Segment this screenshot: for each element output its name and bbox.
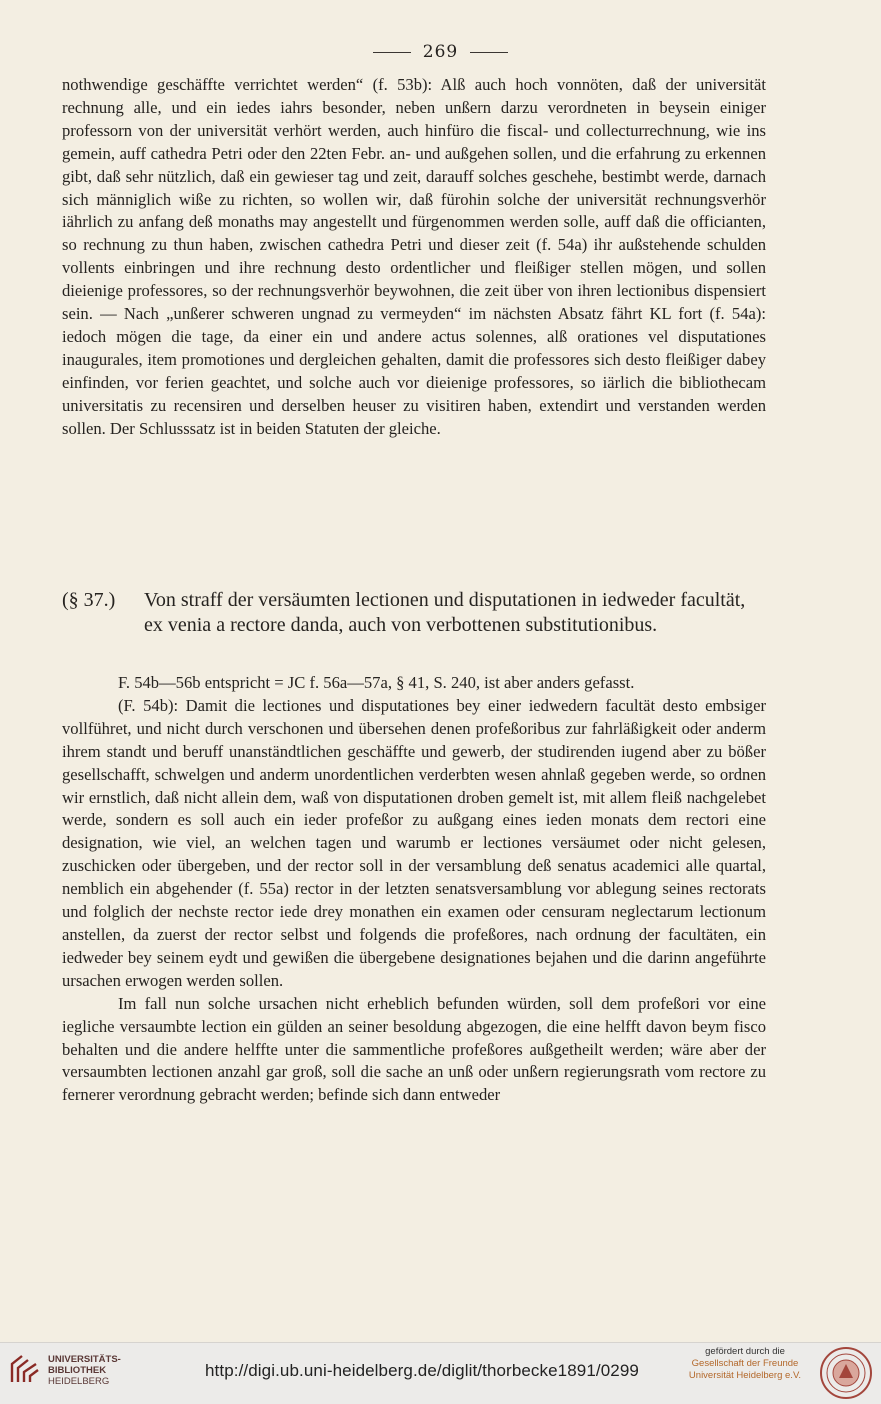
page-number: 269	[0, 42, 881, 62]
library-name: UNIVERSITÄTS- BIBLIOTHEK HEIDELBERG	[48, 1354, 121, 1387]
body-paragraph-2: (F. 54b): Damit die lectiones und disputationes bey einer iedwedern facultät desto embsiger vollführet, und nicht durch verschonen und übersehen denen profeßoribus zur fahrläßigkeit oder anderm ihrem standt und beruff unanständtlichen geschäffte und gewerb, der studirenden iugend aber zu bößer gesellschafft, schwelgen und anderm unordentlichen verderbten wesen ahnlaß gegeben werde, so ordnen wir ernstlich, daß nicht allein dem, waß von disputationen droben gemelt ist, mit allem fleiß nachgelebet werde, sondern es soll auch ein ieder profeßor zu außgang eines ieden monats dem rectori eine designation, wie viel, an welchen tagen und warumb er lectiones versäumet oder nicht gelesen, zuschicken oder übergeben, und der rector soll in der versamblung deß senatus academici alle quartal, nemblich ein abgehender (f. 55a) rector in der letzten senatsversamblung vor ablegung seines rectorats und folglich der nechste rector iede drey monathen ein examen oder censuram neglectarum lectionum anstellen, da zuerst der rector selbst und folgends die profeßores, nach ordnung der facultäten, ein iedweder bey seinem eydt und gewißen die übergebene designationes bejahen und die darinn angeführte ursachen erwogen werden sollen.	[62, 695, 766, 990]
footer-bar	[0, 1342, 881, 1404]
section-number: (§ 37.)	[62, 589, 116, 611]
sponsor-credit: gefördert durch die Gesellschaft der Freunde Universität Heidelberg e.V.	[688, 1346, 802, 1381]
library-logo-icon	[8, 1352, 42, 1386]
section-heading	[62, 588, 766, 638]
section-title: Von straff der versäumten lectionen und disputationen in iedweder facultät, ex venia a rectore danda, auch von verbottenen substitutionibus.	[144, 589, 746, 636]
body-paragraph-1: nothwendige geschäffte verrichtet werden“ (f. 53b): Alß auch hoch vonnöten, daß der universität rechnung alle, und ein iedes iahrs besonder, neben unßern darzu verordneten in beysein einiger professorn von der universität verhört werden, auch hinfüro die fiscal- und collecturrechnung, wie ins gemein, auff cathedra Petri oder den 22ten Febr. an- und außgehen sollen, und die erfahrung zu erkennen gibt, daß sehr nützlich, daß ein gewieser tag und zeit, darauff solches geschehe, bestimbt werde, darnach sich männiglich wiße zu richten, so wollen wir, daß fürohin solche der universität rechnungsverhör iährlich zu anfang deß monaths may angestellt und fürgenommen werden solle, auff daß die officianten, so rechnung zu thun haben, zwischen cathedra Petri und dieser zeit (f. 54a) ihr außstehende schulden vollents einbringen und ihre rechnung desto ordentlicher und fleißiger stellen mögen, und sollen dieienige professores, so der rechnungsverhör beywohnen, die zeit über von ihren lectionibus dispensiert sein. — Nach „unßerer schweren ungnad zu vermeyden“ im nächsten Absatz fährt KL fort (f. 54a): iedoch mögen die tage, da einer ein und andere actus solennes, alß orationes vel disputationes inaugurales, item promotiones und dergleichen gehalten, damit die professores sich desto fleißiger dabey einfinden, vor ferien geachtet, und solche auch vor dieienige professores, so iärlich die bibliothecam universitatis zu recensiren und derselben heuser zu visitiren haben, extendirt und verstanden werden sollen. Der Schlusssatz ist in beiden Statuten der gleiche.	[62, 75, 766, 438]
permalink-url[interactable]: http://digi.ub.uni-heidelberg.de/diglit/thorbecke1891/0299	[205, 1361, 639, 1380]
body-text-2	[62, 672, 766, 1107]
university-seal-icon	[819, 1346, 873, 1400]
note-line: F. 54b—56b entspricht = JC f. 56a—57a, § 41, S. 240, ist aber anders gefasst.	[118, 673, 635, 692]
body-paragraph-3: Im fall nun solche ursachen nicht erheblich befunden würden, soll dem profeßori vor eine iegliche versaumbte lection ein gülden an seiner besoldung abgezogen, die eine helfft davon beym fisco behalten und die andere helffte unter die sammentliche profeßores außgetheilt werden; wäre aber der versaumbten lectionen anzahl gar groß, soll die sache an unß oder unßern regierungsrath vom rectore zu fernerer verordnung gebracht werden; befinde sich dann entweder	[62, 993, 766, 1105]
